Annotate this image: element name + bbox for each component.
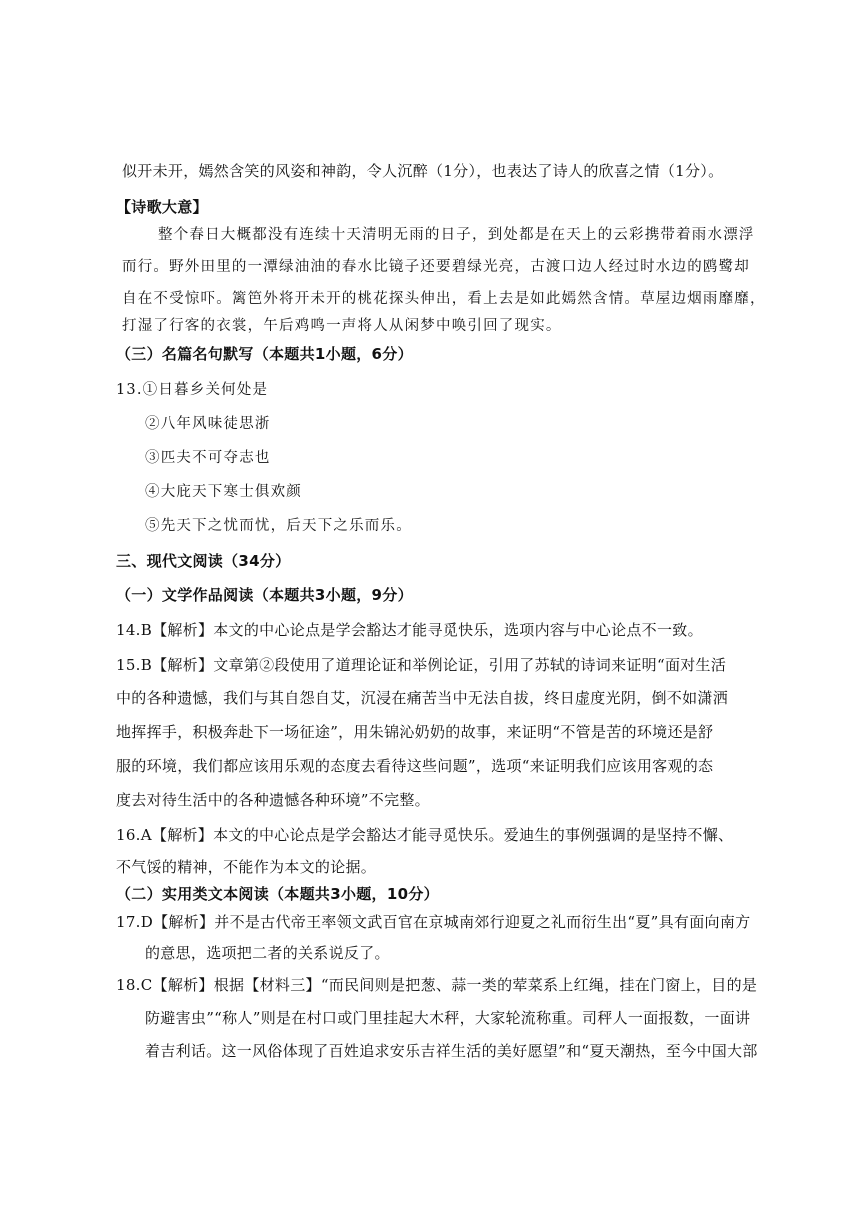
answer-17-line-2: 的意思，选项把二者的关系说反了。 <box>145 944 390 962</box>
answer-13-item-2: ②八年风味徒思浙 <box>145 416 271 432</box>
answer-15-line-4: 服的环境，我们都应该用乐观的态度去看待这些问题”，选项“来证明我们应该用客观的态 <box>116 757 714 775</box>
poem-meaning-line-4: 打湿了行客的衣裳，午后鸡鸣一声将人从闲梦中唤引回了现实。 <box>122 318 562 334</box>
answer-14: 14.B【解析】本文的中心论点是学会豁达才能寻觅快乐，选项内容与中心论点不一致。 <box>116 621 703 639</box>
section-heading-modern-reading: 三、现代文阅读（34分） <box>116 552 291 570</box>
section-heading-practical-reading: （二）实用类文本阅读（本题共3小题，10分） <box>116 885 439 903</box>
section-heading-literary-reading: （一）文学作品阅读（本题共3小题，9分） <box>116 586 413 604</box>
answer-15-line-5: 度去对待生活中的各种遗憾各种环境”不完整。 <box>116 791 430 809</box>
poem-meaning-line-1: 整个春日大概都没有连续十天清明无雨的日子，到处都是在天上的云彩携带着雨水漂浮 <box>158 227 755 243</box>
answer-13-item-3: ③匹夫不可夺志也 <box>145 450 271 466</box>
answer-15-line-3: 地挥挥手，积极奔赴下一场征途”，用朱锦沁奶奶的故事，来证明“不管是苦的环境还是舒 <box>116 723 714 741</box>
answer-18-line-1: 18.C【解析】根据【材料三】“而民间则是把葱、蒜一类的荤菜系上红绳，挂在门窗上，目的是 <box>116 976 758 994</box>
poem-meaning-line-3: 自在不受惊吓。篱笆外将开未开的桃花探头伸出，看上去是如此嫣然含情。草屋边烟雨靡靡， <box>122 291 766 307</box>
section-heading-recitation: （三）名篇名句默写（本题共1小题，6分） <box>116 345 413 363</box>
answer-18-line-2: 防避害虫”“称人”则是在村口或门里挂起大木秤，大家轮流称重。司秤人一面报数，一面讲 <box>145 1009 751 1027</box>
answer-16-line-1: 16.A【解析】本文的中心论点是学会豁达才能寻觅快乐。爱迪生的事例强调的是坚持不懈、 <box>116 826 734 844</box>
answer-16-line-2: 不气馁的精神，不能作为本文的论据。 <box>116 858 377 876</box>
answer-18-line-3: 着吉利话。这一风俗体现了百姓追求安乐吉祥生活的美好愿望”和“夏天潮热，至今中国大部 <box>145 1042 758 1060</box>
answer-13-item-4: ④大庇天下寒士俱欢颜 <box>145 484 302 500</box>
poem-meaning-line-2: 而行。野外田里的一潭绿油油的春水比镜子还要碧绿光亮，古渡口边人经过时水边的鸥鹭却 <box>122 259 750 275</box>
answer-13-item-5: ⑤先天下之忧而忧，后天下之乐而乐。 <box>145 518 412 534</box>
poem-meaning-heading: 【诗歌大意】 <box>116 198 208 216</box>
answer-15-line-1: 15.B【解析】文章第②段使用了道理论证和举例论证，引用了苏轼的诗词来证明“面对生活 <box>116 656 727 674</box>
answer-17-line-1: 17.D【解析】并不是古代帝王率领文武百官在京城南郊行迎夏之礼而衍生出“夏”具有面向南方 <box>116 913 751 931</box>
answer-line-12-end: 似开未开，嫣然含笑的风姿和神韵，令人沉醉（1分），也表达了诗人的欣喜之情（1分）。 <box>122 162 724 180</box>
answer-13-item-1: 13.①日暮乡关何处是 <box>116 382 269 398</box>
answer-15-line-2: 中的各种遗憾，我们与其自怨自艾，沉浸在痛苦当中无法自拔，终日虚度光阴，倒不如潇洒 <box>116 689 729 707</box>
